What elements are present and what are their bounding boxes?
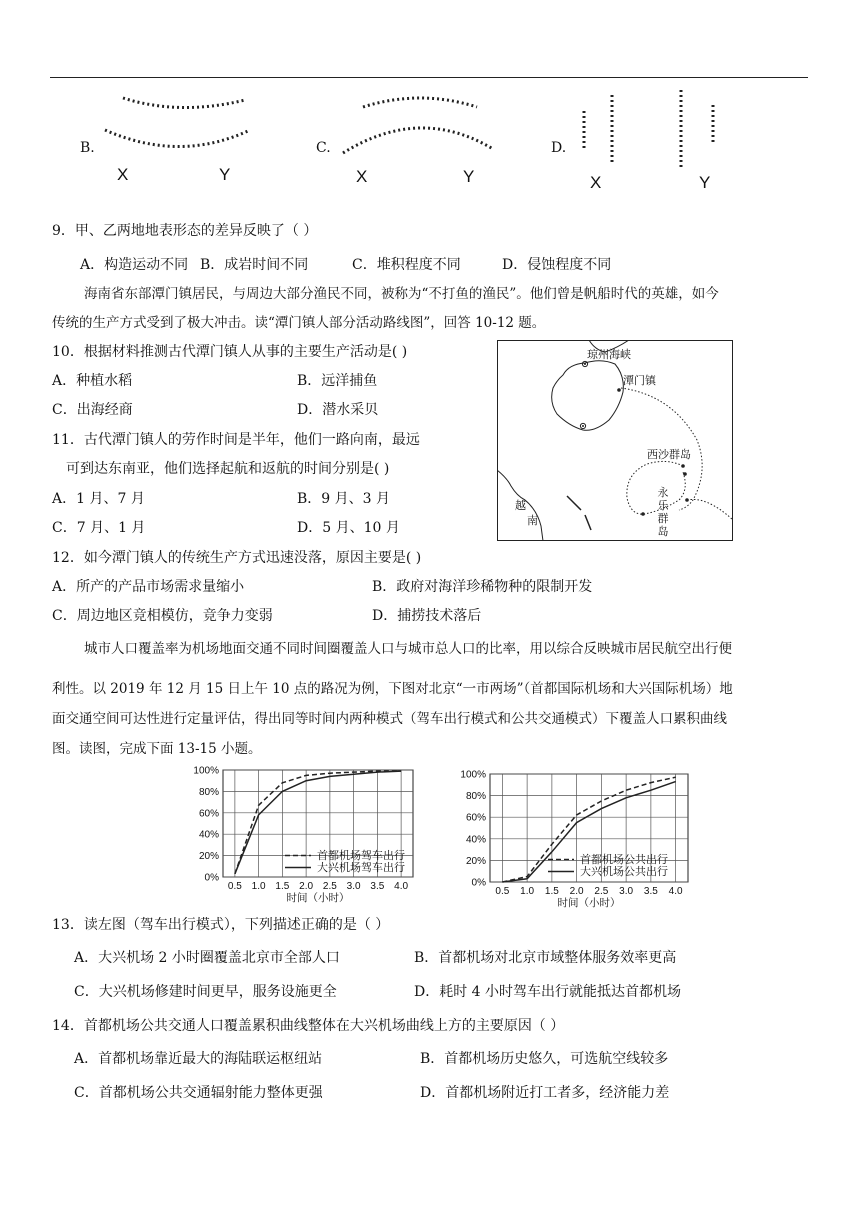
material-line: 面交通空间可达性进行定量评估，得出同等时间内两种模式（驾车出行模式和公共交通模式）下覆盖人口累积曲线 bbox=[52, 711, 727, 727]
option-label: C. bbox=[316, 140, 331, 156]
x-tick-label: 0.5 bbox=[495, 886, 510, 897]
question-stem: 11．古代潭门镇人的劳作时间是半年，他们一路向南，最远 bbox=[52, 432, 420, 448]
map-label-char: 南 bbox=[527, 514, 538, 527]
map-label-char: 永 bbox=[657, 486, 669, 499]
map-label-char: 群 bbox=[657, 512, 669, 525]
y-label: Y bbox=[699, 173, 711, 192]
y-label: Y bbox=[219, 165, 231, 184]
map-label-char: 越 bbox=[515, 499, 526, 512]
x-tick-label: 2.5 bbox=[594, 886, 609, 897]
choice-b: B．9 月、3 月 bbox=[297, 491, 391, 507]
choice-a: A．首都机场靠近最大的海陆联运枢纽站 bbox=[74, 1051, 323, 1067]
map-label-vietnam bbox=[515, 498, 543, 528]
legend-entry: 大兴机场公共出行 bbox=[580, 866, 668, 878]
question-stem: 9．甲、乙两地地表形态的差异反映了（ ） bbox=[52, 223, 318, 239]
choice-b: B．成岩时间不同 bbox=[200, 257, 309, 273]
choice-d: D．首都机场附近打工者多，经济能力差 bbox=[420, 1085, 670, 1101]
map-label-char: 岛 bbox=[657, 525, 669, 538]
choice-b: B．政府对海洋珍稀物种的限制开发 bbox=[372, 579, 593, 595]
choice-a: A．所产的产品市场需求量缩小 bbox=[52, 579, 245, 595]
layer-diagram-d bbox=[570, 85, 730, 175]
x-tick-label: 1.5 bbox=[544, 886, 559, 897]
x-tick-label: 1.0 bbox=[520, 886, 535, 897]
x-label: X bbox=[590, 173, 602, 192]
choice-b: B．首都机场对北京市域整体服务效率更高 bbox=[414, 950, 677, 966]
x-tick-label: 1.0 bbox=[251, 881, 266, 892]
material-line: 城市人口覆盖率为机场地面交通不同时间圈覆盖人口与城市总人口的比率，用以综合反映城市居民航空出行便 bbox=[84, 641, 732, 657]
y-tick-label: 40% bbox=[198, 829, 219, 841]
y-tick-label: 60% bbox=[465, 812, 486, 824]
legend-entry: 大兴机场驾车出行 bbox=[317, 862, 405, 874]
y-tick-label: 100% bbox=[193, 765, 219, 777]
choice-b: B．远洋捕鱼 bbox=[297, 373, 378, 389]
map-label-xisha: 西沙群岛 bbox=[647, 448, 691, 461]
x-tick-label: 2.0 bbox=[569, 886, 584, 897]
map-label-char: 乐 bbox=[657, 499, 669, 512]
material-line: 传统的生产方式受到了极大冲击。读“潭门镇人部分活动路线图”，回答 10-12 题。 bbox=[52, 315, 546, 331]
y-label: Y bbox=[463, 167, 475, 186]
legend-entry: 首都机场驾车出行 bbox=[317, 850, 405, 862]
map-label-tanmen: 潭门镇 bbox=[623, 374, 656, 387]
material-line: 图。读图，完成下面 13-15 小题。 bbox=[52, 741, 262, 757]
material-line: 海南省东部潭门镇居民，与周边大部分渔民不同，被称为“不打鱼的渔民”。他们曾是帆船时代的英雄，如今 bbox=[84, 286, 719, 302]
question-stem: 14．首都机场公共交通人口覆盖累积曲线整体在大兴机场曲线上方的主要原因（ ） bbox=[52, 1018, 565, 1034]
legend-entry: 首都机场公共出行 bbox=[580, 854, 668, 866]
y-tick-label: 80% bbox=[198, 786, 219, 798]
choice-a: A．种植水稻 bbox=[52, 373, 133, 389]
choice-c: C．周边地区竞相模仿，竞争力变弱 bbox=[52, 608, 273, 624]
option-label: B. bbox=[80, 140, 95, 156]
y-tick-label: 0% bbox=[471, 877, 486, 889]
map-label-qiongzhou-strait: 琼州海峡 bbox=[587, 348, 631, 361]
x-tick-label: 3.5 bbox=[370, 881, 385, 892]
question-stem: 13．读左图（驾车出行模式），下列描述正确的是（ ） bbox=[52, 917, 390, 933]
option-label: D. bbox=[551, 140, 567, 156]
y-tick-label: 20% bbox=[198, 851, 219, 863]
header-rule bbox=[50, 77, 808, 78]
y-tick-label: 100% bbox=[460, 769, 486, 781]
choice-d: D．潜水采贝 bbox=[297, 402, 379, 418]
choice-a: A．1 月、7 月 bbox=[52, 491, 145, 507]
x-axis-label: 时间（小时） bbox=[286, 892, 350, 904]
material-line: 利性。以 2019 年 12 月 15 日上午 10 点的路况为例，下图对北京“一市两场”（首都国际机场和大兴国际机场）地 bbox=[52, 681, 733, 697]
choice-c: C．首都机场公共交通辐射能力整体更强 bbox=[74, 1085, 323, 1101]
choice-d: D．5 月、10 月 bbox=[297, 520, 400, 536]
choice-a: A．大兴机场 2 小时圈覆盖北京市全部人口 bbox=[74, 950, 340, 966]
choice-c: C．大兴机场修建时间更早，服务设施更全 bbox=[74, 984, 337, 1000]
x-tick-label: 3.0 bbox=[346, 881, 361, 892]
choice-c: C．出海经商 bbox=[52, 402, 133, 418]
x-label: X bbox=[117, 165, 129, 184]
question-stem: 12．如今潭门镇人的传统生产方式迅速没落，原因主要是( ) bbox=[52, 550, 422, 566]
choice-c: C．7 月、1 月 bbox=[52, 520, 146, 536]
driving-coverage-chart bbox=[185, 762, 425, 912]
x-tick-label: 3.5 bbox=[643, 886, 658, 897]
choice-d: D．捕捞技术落后 bbox=[372, 608, 482, 624]
layer-diagram-c bbox=[335, 85, 505, 160]
x-tick-label: 2.5 bbox=[322, 881, 337, 892]
y-tick-label: 40% bbox=[465, 834, 486, 846]
map-label-yongle bbox=[657, 486, 669, 538]
y-tick-label: 0% bbox=[204, 872, 219, 884]
x-tick-label: 1.5 bbox=[275, 881, 290, 892]
y-tick-label: 80% bbox=[465, 791, 486, 803]
y-tick-label: 20% bbox=[465, 855, 486, 867]
choice-d: D．耗时 4 小时驾车出行就能抵达首都机场 bbox=[414, 984, 682, 1000]
x-tick-label: 0.5 bbox=[227, 881, 242, 892]
x-axis-label: 时间（小时） bbox=[557, 897, 621, 909]
transit-coverage-chart bbox=[448, 768, 698, 916]
choice-c: C．堆积程度不同 bbox=[352, 257, 461, 273]
choice-d: D．侵蚀程度不同 bbox=[502, 257, 612, 273]
tanmen-route-map bbox=[497, 340, 733, 541]
x-label: X bbox=[356, 167, 368, 186]
y-tick-label: 60% bbox=[198, 808, 219, 820]
x-tick-label: 2.0 bbox=[299, 881, 314, 892]
question-stem: 可到达东南亚，他们选择起航和返航的时间分别是( ) bbox=[66, 461, 390, 477]
choice-a: A．构造运动不同 bbox=[80, 257, 189, 273]
x-tick-label: 3.0 bbox=[619, 886, 634, 897]
x-tick-label: 4.0 bbox=[394, 881, 409, 892]
choice-b: B．首都机场历史悠久，可选航空线较多 bbox=[420, 1051, 669, 1067]
question-stem: 10．根据材料推测古代潭门镇人从事的主要生产活动是( ) bbox=[52, 344, 408, 360]
layer-diagram-b bbox=[95, 88, 265, 163]
x-tick-label: 4.0 bbox=[668, 886, 683, 897]
